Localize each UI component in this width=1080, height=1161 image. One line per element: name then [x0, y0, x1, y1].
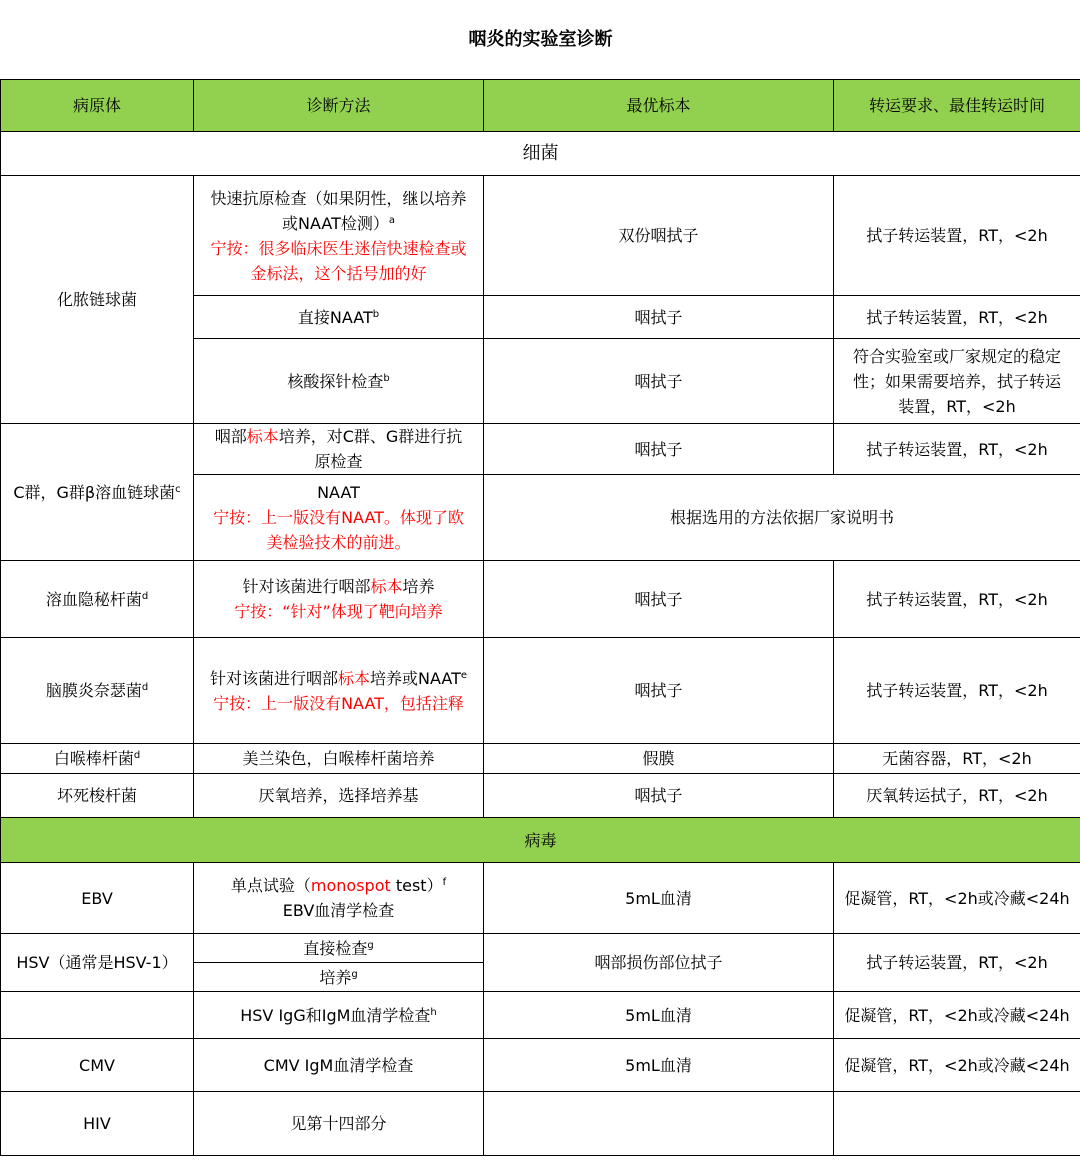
- header-transport: 转运要求、最佳转运时间: [834, 80, 1080, 132]
- transport-cell: 拭子转运装置，RT，<2h: [834, 561, 1080, 638]
- pathogen-cell: [1, 744, 194, 774]
- footnote-mark: f: [442, 877, 447, 888]
- pathogen-cell: [1, 561, 194, 638]
- table-row: [1, 638, 1080, 744]
- pathogen-cell: CMV: [1, 1039, 194, 1092]
- transport-cell: 促凝管，RT，<2h或冷藏<24h: [834, 1039, 1080, 1092]
- pathogen-text: 溶血隐秘杆菌: [45, 589, 142, 609]
- specimen-cell: 咽拭子: [484, 339, 834, 424]
- footnote-mark: h: [430, 1006, 437, 1018]
- method-cell: [194, 475, 484, 561]
- method-text: 直接检查: [303, 938, 368, 958]
- footnote-mark: d: [141, 590, 149, 602]
- method-cell: [194, 339, 484, 424]
- footnote-mark: b: [383, 372, 390, 384]
- table-row: [1, 744, 1080, 774]
- pathogen-cell: [1, 992, 194, 1039]
- transport-text: 性；如果需要培养，拭子转运: [852, 371, 1061, 391]
- specimen-cell: 咽部损伤部位拭子: [484, 934, 834, 992]
- specimen-cell: 咽拭子: [484, 561, 834, 638]
- specimen-cell: 5mL血清: [484, 1039, 834, 1092]
- header-method: 诊断方法: [194, 80, 484, 132]
- highlight-text: 标本: [338, 668, 371, 688]
- transport-cell: [834, 339, 1080, 424]
- method-text: 直接NAAT: [297, 307, 373, 327]
- transport-cell: 厌氧转运拭子，RT，<2h: [834, 774, 1080, 818]
- header-pathogen: 病原体: [1, 80, 194, 132]
- method-cell: [194, 176, 484, 296]
- method-text: 针对该菌进行咽部: [209, 668, 338, 688]
- editor-note: 宁按：很多临床医生迷信快速检查或: [210, 238, 467, 258]
- method-text: 原检查: [314, 452, 363, 471]
- specimen-cell: 5mL血清: [484, 863, 834, 934]
- specimen-transport-cell: 根据选用的方法依据厂家说明书: [484, 475, 1080, 561]
- table-row: [1, 176, 1080, 296]
- specimen-cell: 咽拭子: [484, 424, 834, 475]
- pathogen-cell: [1, 424, 194, 561]
- pathogen-cell: [1, 638, 194, 744]
- specimen-cell: 假膜: [484, 744, 834, 774]
- title-row: [1, 0, 1080, 80]
- method-cell: 见第十四部分: [194, 1092, 484, 1156]
- editor-note: 宁按：“针对”体现了靶向培养: [234, 602, 443, 621]
- method-text: 咽部: [214, 427, 247, 446]
- footnote-mark: d: [141, 682, 149, 693]
- highlight-text: 标本: [370, 577, 403, 596]
- section-virus: 病毒: [1, 818, 1080, 863]
- method-cell: 美兰染色，白喉棒杆菌培养: [194, 744, 484, 774]
- editor-note: 宁按：上一版没有NAAT。体现了欧: [213, 508, 464, 527]
- table-row: [1, 863, 1080, 934]
- method-text: 培养或NAAT: [370, 668, 461, 688]
- transport-cell: 拭子转运装置，RT，<2h: [834, 934, 1080, 992]
- method-cell: [194, 296, 484, 339]
- method-cell: [194, 424, 484, 475]
- method-text: 培养: [319, 967, 352, 987]
- pathogen-cell: HSV（通常是HSV-1）: [1, 934, 194, 992]
- method-cell: [194, 963, 484, 992]
- method-cell: [194, 863, 484, 934]
- section-bacteria: 细菌: [1, 132, 1080, 176]
- method-text: HSV IgG和IgM血清学检查: [240, 1005, 431, 1025]
- table-row: [1, 1092, 1080, 1156]
- transport-cell: 拭子转运装置，RT，<2h: [834, 424, 1080, 475]
- method-text: 培养: [402, 577, 435, 596]
- editor-note: 美检验技术的前进。: [266, 533, 411, 552]
- transport-cell: 拭子转运装置，RT，<2h: [834, 176, 1080, 296]
- table-row: [1, 992, 1080, 1039]
- footnote-mark: e: [460, 669, 468, 681]
- transport-cell: 促凝管，RT，<2h或冷藏<24h: [834, 863, 1080, 934]
- table-row: [1, 934, 1080, 963]
- method-cell: [194, 934, 484, 963]
- table-row: [1, 1039, 1080, 1092]
- page-title: 咽炎的实验室诊断: [1, 0, 1080, 80]
- highlight-text: 标本: [246, 427, 279, 446]
- footnote-mark: a: [388, 214, 395, 226]
- method-cell: [194, 992, 484, 1039]
- method-text: EBV血清学检查: [282, 901, 395, 920]
- method-text: 或NAAT检测）: [282, 213, 389, 233]
- section-row-virus: [1, 818, 1080, 863]
- pathogen-cell: 化脓链球菌: [1, 176, 194, 424]
- pathogen-text: 白喉棒杆菌: [53, 749, 134, 768]
- transport-cell: 促凝管，RT，<2h或冷藏<24h: [834, 992, 1080, 1039]
- method-text: 快速抗原检查（如果阴性，继以培养: [210, 188, 467, 208]
- transport-cell: 拭子转运装置，RT，<2h: [834, 296, 1080, 339]
- method-cell: [194, 561, 484, 638]
- footnote-mark: c: [175, 483, 181, 495]
- method-text: NAAT: [317, 483, 360, 502]
- specimen-cell: 咽拭子: [484, 296, 834, 339]
- pathogen-cell: 坏死梭杆菌: [1, 774, 194, 818]
- method-cell: 厌氧培养，选择培养基: [194, 774, 484, 818]
- method-text: 单点试验（: [230, 876, 311, 895]
- pathogen-text: C群，G群β溶血链球菌: [13, 482, 176, 502]
- method-cell: [194, 638, 484, 744]
- editor-note: 宁按：上一版没有NAAT，包括注释: [213, 693, 464, 713]
- header-row: [1, 80, 1080, 132]
- transport-cell: 拭子转运装置，RT，<2h: [834, 638, 1080, 744]
- method-text: 培养，对C群、G群进行抗: [278, 427, 463, 446]
- method-text: 核酸探针检查: [287, 371, 384, 391]
- table-row: [1, 774, 1080, 818]
- transport-text: 装置，RT，<2h: [898, 396, 1016, 416]
- pathogen-cell: HIV: [1, 1092, 194, 1156]
- specimen-cell: [484, 1092, 834, 1156]
- pathogen-text: 脑膜炎奈瑟菌: [45, 681, 142, 700]
- footnote-mark: d: [133, 750, 141, 761]
- specimen-cell: 咽拭子: [484, 774, 834, 818]
- section-row-bacteria: [1, 132, 1080, 176]
- table-row: [1, 424, 1080, 475]
- specimen-cell: 咽拭子: [484, 638, 834, 744]
- footnote-mark: g: [351, 968, 358, 980]
- footnote-mark: g: [367, 939, 374, 951]
- transport-cell: [834, 1092, 1080, 1156]
- method-text: test）: [390, 876, 443, 895]
- method-text: 针对该菌进行咽部: [242, 577, 371, 596]
- editor-note: 金标法，这个括号加的好: [250, 263, 427, 283]
- transport-text: 符合实验室或厂家规定的稳定: [852, 346, 1061, 366]
- method-cell: CMV IgM血清学检查: [194, 1039, 484, 1092]
- footnote-mark: b: [372, 308, 380, 320]
- table-row: [1, 561, 1080, 638]
- transport-cell: 无菌容器，RT，<2h: [834, 744, 1080, 774]
- pathogen-cell: EBV: [1, 863, 194, 934]
- highlight-text: monospot: [310, 876, 391, 895]
- specimen-cell: 5mL血清: [484, 992, 834, 1039]
- header-specimen: 最优标本: [484, 80, 834, 132]
- specimen-cell: 双份咽拭子: [484, 176, 834, 296]
